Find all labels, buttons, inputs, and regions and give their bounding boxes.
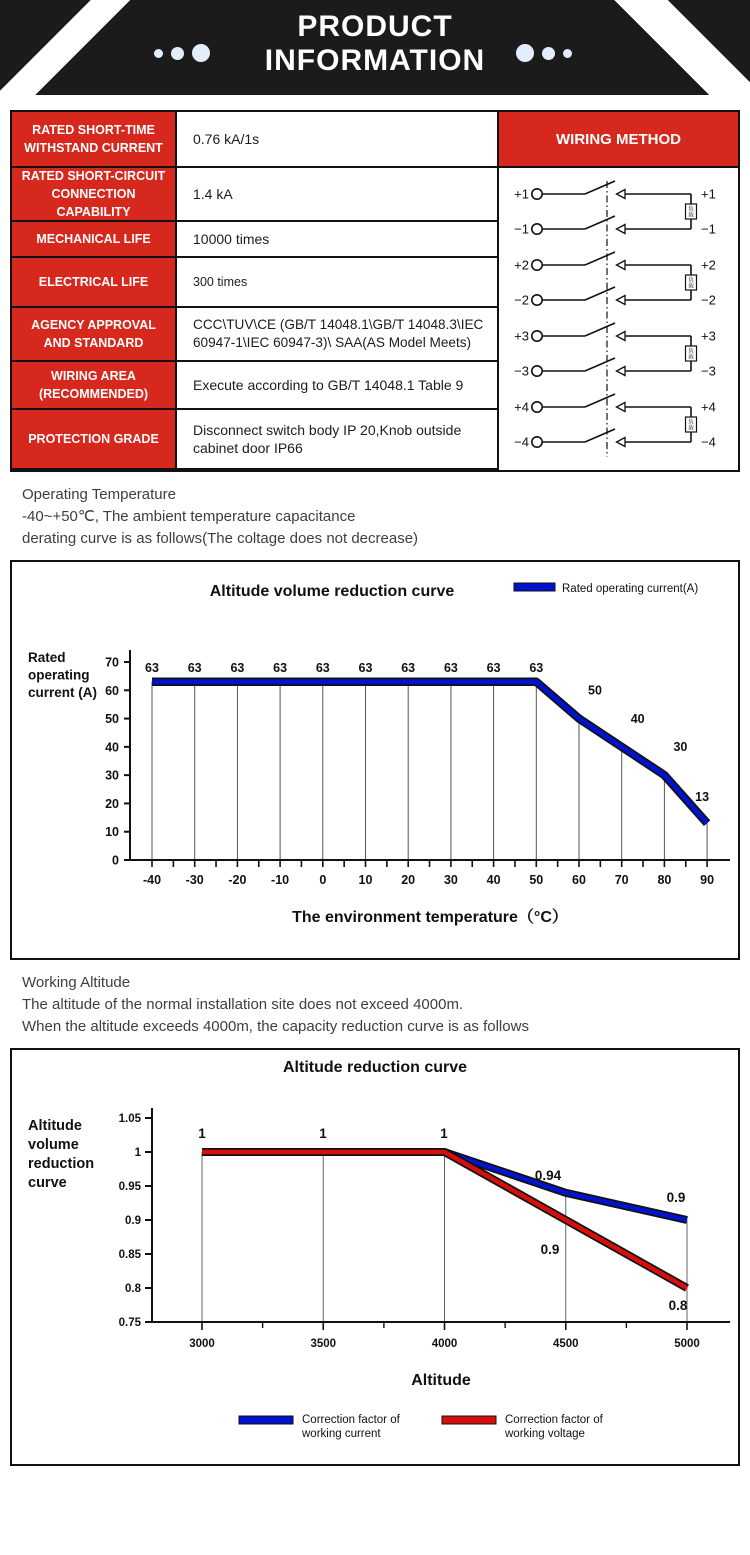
spec-value-cell <box>177 168 499 222</box>
terminal-circle-icon <box>532 260 542 270</box>
spec-label-line: RATED SHORT-CIRCUIT <box>21 169 166 183</box>
switch-blade-icon <box>585 181 615 194</box>
y-axis-title: volume <box>28 1137 79 1153</box>
y-tick-label: 0.8 <box>125 1283 141 1295</box>
x-tick-label: 5000 <box>674 1338 700 1350</box>
note-line: Operating Temperature <box>22 486 176 503</box>
wiring-terminal-label: +1 <box>514 186 529 202</box>
spec-label-line: AGENCY APPROVAL <box>31 318 156 332</box>
spec-value-cell <box>177 410 499 470</box>
note-line: When the altitude exceeds 4000m, the capacity reduction curve is as follows <box>22 1018 529 1035</box>
x-tick-label: -30 <box>185 873 204 887</box>
y-tick-label: 70 <box>105 655 119 670</box>
load-label: 载 <box>688 212 694 219</box>
temperature-derating-chart <box>12 562 738 958</box>
spec-value-text: 300 times <box>193 275 248 289</box>
y-tick-label: 40 <box>105 740 119 755</box>
load-label: 负 <box>688 277 694 284</box>
x-tick-label: 4500 <box>552 1338 579 1350</box>
point-label: 30 <box>673 740 688 755</box>
altitude-reduction-chart-box <box>10 1048 740 1466</box>
spec-label-line: WITHSTAND CURRENT <box>24 141 163 155</box>
x-tick-label: 80 <box>657 873 672 887</box>
wiring-terminal-label: −3 <box>701 363 716 379</box>
x-tick-label: -10 <box>271 873 290 887</box>
terminal-circle-icon <box>532 224 542 234</box>
x-tick-label: -40 <box>142 873 162 887</box>
contact-arrow-icon <box>617 367 626 376</box>
page-title <box>0 10 750 78</box>
page-title-line1: PRODUCT <box>297 10 453 43</box>
spec-value-text: Execute according to GB/T 14048.1 Table 9 <box>193 377 464 393</box>
y-tick-label: 0.95 <box>118 1181 141 1193</box>
terminal-circle-icon <box>532 402 542 412</box>
terminal-circle-icon <box>532 437 542 447</box>
note-line: -40~+50℃, The ambient temperature capacitance <box>22 508 356 525</box>
wiring-terminal-label: −2 <box>701 292 716 308</box>
point-label: 63 <box>401 660 416 675</box>
terminal-circle-icon <box>532 331 542 341</box>
spec-label-line: WIRING AREA <box>51 369 136 383</box>
spec-label-cell <box>12 308 177 362</box>
y-tick-label: 1 <box>134 1147 141 1159</box>
x-tick-label: 0 <box>319 873 327 887</box>
wiring-terminal-label: −4 <box>701 434 716 450</box>
point-label: 1 <box>319 1126 327 1141</box>
temperature-derating-chart-box <box>10 560 740 960</box>
spec-label-cell <box>12 222 177 258</box>
contact-arrow-icon <box>617 296 626 305</box>
x-tick-label: 10 <box>358 873 373 887</box>
x-tick-label: 90 <box>700 873 715 887</box>
point-label: 63 <box>273 660 288 675</box>
legend-label: Rated operating current(A) <box>562 583 699 595</box>
point-label: 63 <box>486 660 501 675</box>
header-banner <box>0 0 750 95</box>
switch-blade-icon <box>585 216 615 229</box>
point-label: 63 <box>443 660 458 675</box>
wiring-diagram <box>499 168 738 470</box>
point-label: 63 <box>187 660 202 675</box>
point-label: 1 <box>440 1126 448 1141</box>
spec-label-cell <box>12 168 177 222</box>
spec-label-cell <box>12 362 177 410</box>
switch-blade-icon <box>585 323 615 336</box>
working-altitude-note <box>22 972 740 1038</box>
note-line: Working Altitude <box>22 974 131 991</box>
point-label: 63 <box>315 660 330 675</box>
wiring-terminal-label: −4 <box>514 434 529 450</box>
x-tick-label: 4000 <box>431 1338 458 1350</box>
spec-label-line: RATED SHORT-TIME <box>32 123 155 137</box>
y-tick-label: 1.05 <box>118 1113 141 1125</box>
legend-swatch <box>239 1416 293 1424</box>
spec-value-text: Disconnect switch body IP 20,Knob outside cabinet door IP66 <box>193 422 462 456</box>
wiring-method-header: WIRING METHOD <box>499 112 738 168</box>
legend-label: Correction factor of <box>505 1414 603 1426</box>
wiring-terminal-label: −2 <box>514 292 529 308</box>
wiring-terminal-label: +2 <box>514 257 529 273</box>
point-label: 40 <box>630 711 645 726</box>
dot-icon <box>516 44 534 62</box>
wiring-terminal-label: +4 <box>514 399 529 415</box>
spec-value-cell <box>177 222 499 258</box>
load-label: 负 <box>688 419 694 426</box>
terminal-circle-icon <box>532 295 542 305</box>
spec-label-line: PROTECTION GRADE <box>28 432 159 446</box>
y-tick-label: 30 <box>105 768 119 783</box>
spec-label-line: AND STANDARD <box>43 336 144 350</box>
x-axis-title: The environment temperature（°C） <box>292 909 568 926</box>
x-tick-label: -20 <box>228 873 247 887</box>
y-axis-title: curve <box>28 1175 67 1191</box>
spec-value-text: 0.76 kA/1s <box>193 131 260 147</box>
legend-swatch <box>514 583 555 591</box>
wiring-terminal-label: −3 <box>514 363 529 379</box>
y-tick-label: 0.9 <box>125 1215 141 1227</box>
dot-icon <box>542 47 555 60</box>
y-axis-title: operating <box>28 667 90 683</box>
y-tick-label: 0.85 <box>118 1249 141 1261</box>
x-tick-label: 70 <box>614 873 629 887</box>
contact-arrow-icon <box>617 332 626 341</box>
operating-temperature-note <box>22 484 740 550</box>
spec-value-text: CCC\TUV\CE (GB/T 14048.1\GB/T 14048.3\IEC 60947-1\IEC 60947-3)\ SAA(AS Model Meets) <box>193 317 484 350</box>
y-tick-label: 10 <box>105 825 119 840</box>
legend-swatch <box>442 1416 496 1424</box>
altitude-reduction-chart <box>12 1050 738 1464</box>
spec-table-section <box>10 110 740 472</box>
load-label: 载 <box>688 283 694 290</box>
contact-arrow-icon <box>617 190 626 199</box>
switch-blade-icon <box>585 358 615 371</box>
legend-label: working current <box>302 1428 381 1440</box>
note-line: The altitude of the normal installation site does not exceed 4000m. <box>22 996 464 1013</box>
spec-label-line: MECHANICAL LIFE <box>36 232 151 246</box>
point-label: 63 <box>529 660 544 675</box>
wiring-terminal-label: +3 <box>514 328 529 344</box>
point-label: 0.9 <box>540 1242 560 1257</box>
legend-label: working voltage <box>505 1428 585 1440</box>
x-tick-label: 50 <box>529 873 544 887</box>
y-tick-label: 20 <box>105 796 119 811</box>
x-tick-label: 3000 <box>189 1338 215 1350</box>
spec-label-line: ELECTRICAL LIFE <box>38 275 149 289</box>
page-title-line2: INFORMATION <box>264 44 486 77</box>
y-tick-label: 0.75 <box>118 1317 141 1329</box>
x-tick-label: 40 <box>486 873 501 887</box>
wiring-terminal-label: +4 <box>701 399 716 415</box>
contact-arrow-icon <box>617 225 626 234</box>
wiring-terminal-label: +2 <box>701 257 716 273</box>
x-tick-label: 3500 <box>310 1338 337 1350</box>
spec-value-cell <box>177 308 499 362</box>
switch-blade-icon <box>585 429 615 442</box>
spec-value-cell <box>177 112 499 168</box>
x-tick-label: 20 <box>401 873 416 887</box>
chart-title: Altitude volume reduction curve <box>209 583 455 600</box>
spec-label-cell <box>12 112 177 168</box>
point-label: 50 <box>588 683 602 698</box>
spec-value-text: 1.4 kA <box>193 186 233 202</box>
y-tick-label: 0 <box>112 853 119 868</box>
terminal-circle-icon <box>532 189 542 199</box>
switch-blade-icon <box>585 394 615 407</box>
switch-blade-icon <box>585 252 615 265</box>
load-label: 载 <box>688 354 694 361</box>
load-label: 载 <box>688 425 694 432</box>
spec-label-cell <box>12 410 177 470</box>
contact-arrow-icon <box>617 403 626 412</box>
y-axis-title: Altitude <box>28 1118 82 1134</box>
switch-blade-icon <box>585 287 615 300</box>
load-label: 负 <box>688 206 694 213</box>
spec-label-line: (RECOMMENDED) <box>38 387 149 401</box>
wiring-terminal-label: +1 <box>701 186 716 202</box>
point-label: 13 <box>695 790 710 805</box>
chart-title: Altitude reduction curve <box>282 1059 468 1076</box>
spec-value-cell <box>177 362 499 410</box>
wiring-terminal-label: +3 <box>701 328 716 344</box>
terminal-circle-icon <box>532 366 542 376</box>
y-tick-label: 60 <box>105 683 119 698</box>
wiring-terminal-label: −1 <box>701 221 716 237</box>
point-label: 0.94 <box>534 1168 562 1183</box>
point-label: 0.8 <box>668 1298 688 1313</box>
point-label: 1 <box>198 1126 206 1141</box>
x-axis-title: Altitude <box>411 1372 471 1389</box>
contact-arrow-icon <box>617 261 626 270</box>
y-axis-title: Rated <box>28 650 66 665</box>
point-label: 63 <box>145 660 159 675</box>
spec-value-cell <box>177 258 499 308</box>
load-label: 负 <box>688 348 694 355</box>
y-axis-title: reduction <box>28 1156 95 1172</box>
dots-right-decoration <box>512 40 576 66</box>
spec-value-text: 10000 times <box>193 231 270 247</box>
spec-table <box>10 110 740 472</box>
wiring-panel <box>499 112 738 470</box>
spec-label-line: CONNECTION CAPABILITY <box>51 187 136 219</box>
legend-label: Correction factor of <box>302 1414 400 1426</box>
point-label: 0.9 <box>666 1190 686 1205</box>
y-tick-label: 50 <box>105 712 119 727</box>
wiring-terminal-label: −1 <box>514 221 529 237</box>
spec-label-cell <box>12 258 177 308</box>
note-line: derating curve is as follows(The coltage does not decrease) <box>22 530 419 547</box>
dot-icon <box>563 49 572 58</box>
point-label: 63 <box>358 660 373 675</box>
contact-arrow-icon <box>617 438 626 447</box>
point-label: 63 <box>230 660 245 675</box>
x-tick-label: 30 <box>443 873 458 887</box>
y-axis-title: current (A) <box>28 685 98 700</box>
x-tick-label: 60 <box>572 873 586 887</box>
